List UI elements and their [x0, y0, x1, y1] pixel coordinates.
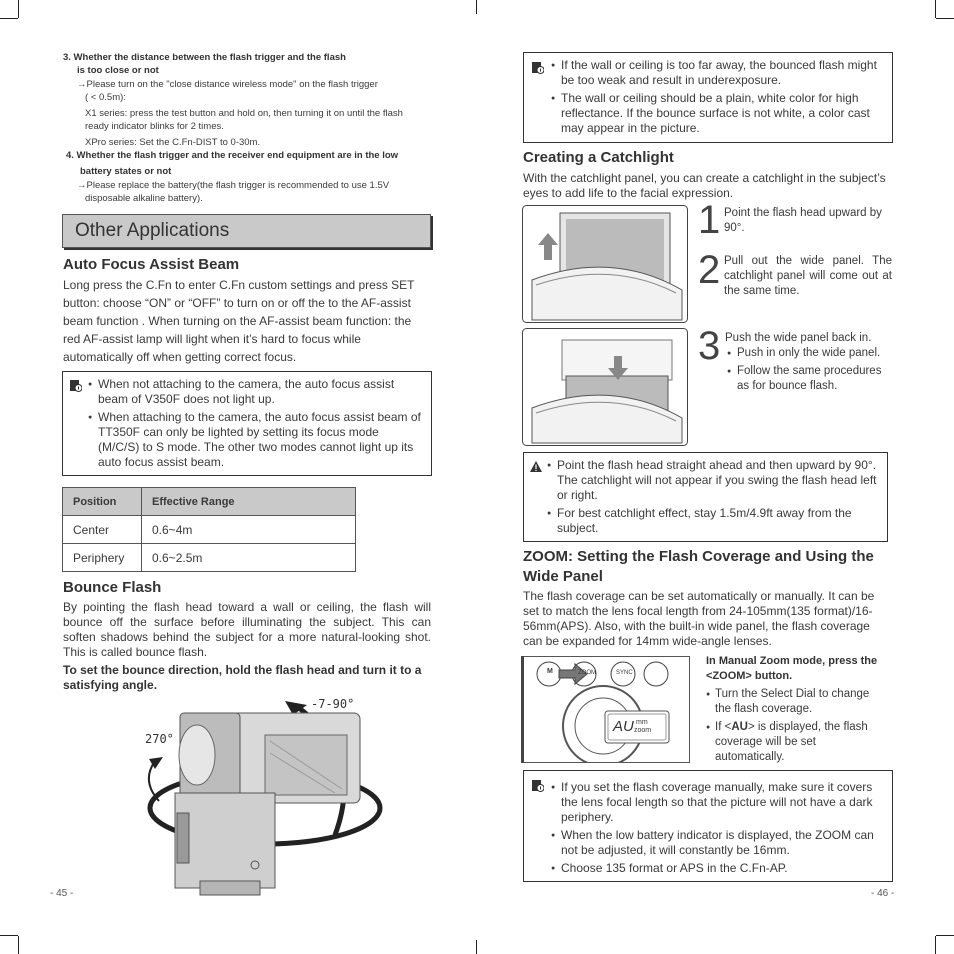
item3-title-line1: 3. Whether the distance between the flash trigger and the flash: [63, 52, 346, 63]
step3-text: Push the wide panel back in.: [725, 332, 872, 344]
bottom-note-1: ● If you set the flash coverage manually, make sure it covers the lens focal length so that the picture will not have a dark periphery.: [551, 780, 884, 825]
catchlight-body: With the catchlight panel, you can create a catchlight in the subject’s eyes to add life to the facial expression.: [523, 171, 886, 200]
af-title: Auto Focus Assist Beam: [63, 256, 240, 273]
item4-body: [77, 179, 437, 205]
top-note-box: [523, 52, 893, 143]
table-row: [63, 544, 356, 572]
zoom-bullet-text: > is displayed, the flash coverage will be set automatically.: [715, 721, 868, 763]
lcd-mm-text: mm: [636, 719, 648, 726]
bottom-note-3: ● Choose 135 format or APS in the C.Fn-AP.: [551, 861, 884, 876]
table-header-row: [63, 488, 356, 516]
af-note-1: ● When not attaching to the camera, the auto focus assist beam of V350F does not light up.: [88, 377, 423, 407]
item3-title-line2: is too close or not: [77, 65, 159, 76]
step3-number: 3: [698, 324, 721, 368]
crop-mark: [0, 935, 18, 936]
top-note-1: ● If the wall or ceiling is too far away, the bounced flash might be too weak and result in underexposure.: [551, 58, 884, 88]
item4-title-line1: 4. Whether the flash trigger and the receiver end equipment are in the low: [66, 150, 399, 161]
zoom-bullet-text: Turn the Select Dial to change the flash coverage.: [715, 688, 870, 715]
step2-number: 2: [698, 248, 721, 292]
zoom-button-label: ZOOM: [578, 670, 596, 676]
lcd-au-text: AU: [613, 718, 634, 735]
zoom-bullet-text: If <: [715, 721, 732, 733]
section-heading-bar: [62, 214, 431, 248]
zoom-bullet-au: AU: [731, 721, 748, 733]
step3-bullets: [727, 346, 892, 394]
table-cell: Periphery: [63, 544, 142, 572]
crop-mark: [18, 0, 19, 18]
catchlight-title: Creating a Catchlight: [523, 149, 674, 166]
warning-icon: [530, 461, 542, 473]
table-header-range: Effective Range: [142, 488, 356, 516]
crop-mark: [936, 935, 954, 936]
step3-bullet: ● Push in only the wide panel.: [727, 347, 881, 359]
item3-body: [77, 78, 437, 149]
af-note-box: [62, 371, 432, 476]
step3-bullet-text: Follow the same procedures as for bounce flash.: [737, 365, 882, 392]
crop-mark: [936, 18, 954, 19]
warning-box: [523, 452, 888, 542]
bounce-flash-illustration: [135, 693, 390, 905]
crop-mark: [476, 0, 477, 14]
step1-number: 1: [698, 198, 721, 242]
note-icon: [532, 62, 544, 74]
zoom-bullet: ● Turn the Select Dial to change the flash coverage.: [706, 688, 870, 715]
af-note-2: ● When attaching to the camera, the auto focus assist beam of TT350F can only be lighted by setting its focus mode (M/C/S) to S mode. The other two modes cannot light up its auto focus assist beam.: [88, 410, 423, 470]
section-title: Other Applications: [75, 220, 230, 241]
table-header-position: Position: [63, 488, 142, 516]
page-number-right: - 46 -: [871, 888, 895, 899]
item4-title: [66, 149, 436, 178]
page-number-left: - 45 -: [50, 888, 74, 899]
angle-horizontal-label: 270°: [145, 732, 174, 746]
item3-title: [63, 51, 433, 77]
crop-mark: [0, 18, 18, 19]
item3-line1: Please turn on the "close distance wireless mode" on the flash trigger: [86, 79, 378, 90]
table-cell: 0.6~4m: [142, 516, 356, 544]
item4-line2: disposable alkaline battery).: [85, 193, 203, 204]
sync-button-label: SYNC: [616, 670, 633, 676]
zoom-body: The flash coverage can be set automatically or manually. It can be set to match the lens focal length from 24-105mm(135 format)/16-56mm(APS). Also, with the built-in wide panel, the flash coverage can be expanded for 14mm wide-angle lenses.: [523, 589, 875, 648]
angle-vertical-label: -7-90°: [311, 697, 355, 711]
af-body: Long press the C.Fn to enter C.Fn custom settings and press SET button: choose “ON” or “OFF” to turn on or off the to the AF-assist beam function . When turning on the AF-assist beam function: the red AF-assist lamp will light when it’s hard to focus while automatically off when getting correct focus.: [63, 278, 415, 364]
warning-2: ● For best catchlight effect, stay 1.5m/4.9ft away from the subject.: [547, 506, 882, 536]
zoom-bullet: ● If <AU> is displayed, the flash coverage will be set automatically.: [706, 721, 868, 763]
bounce-title: Bounce Flash: [63, 579, 162, 596]
table-row: [63, 516, 356, 544]
zoom-title: ZOOM: Setting the Flash Coverage and Using the Wide Panel: [523, 548, 874, 585]
step3-bullet: ● Follow the same procedures as for bounce flash.: [727, 365, 882, 392]
item3-line2: ( < 0.5m):: [85, 92, 126, 103]
crop-mark: [18, 936, 19, 954]
lcd-zoom-text: zoom: [634, 727, 652, 734]
top-note-2: ● The wall or ceiling should be a plain, white color for high reflectance. If the bounce surface is not white, a color cast may appear in the picture.: [551, 91, 884, 136]
table-cell: Center: [63, 516, 142, 544]
zoom-bullets: [706, 687, 886, 765]
zoom-instruction: In Manual Zoom mode, press the <ZOOM> button.: [706, 655, 878, 682]
step3-bullet-text: Push in only the wide panel.: [737, 347, 881, 359]
table-cell: 0.6~2.5m: [142, 544, 356, 572]
bounce-instruction: To set the bounce direction, hold the flash head and turn it to a satisfying angle.: [63, 663, 422, 692]
catchlight-step3-image: [522, 328, 688, 446]
arrow-right-icon: →: [77, 180, 87, 191]
crop-mark: [935, 0, 936, 18]
bottom-note-2: ● When the low battery indicator is displayed, the ZOOM can not be adjusted, it will constantly be 16mm.: [551, 828, 884, 858]
note-icon: [70, 380, 82, 392]
warning-1: ● Point the flash head straight ahead and then upward by 90°. The catchlight will not appear if you swing the flash head left or right.: [547, 458, 882, 503]
crop-mark: [935, 936, 936, 954]
item3-line4: ready indicator blinks for 2 times.: [85, 121, 224, 132]
crop-mark: [476, 940, 477, 954]
bottom-note-box: [523, 770, 893, 882]
item4-title-line2: battery states or not: [80, 166, 172, 177]
bounce-body: By pointing the flash head toward a wall or ceiling, the flash will bounce off the surface before illuminating the subject. This can soften shadows behind the subject for a more natural-looking shot. This is called bounce flash.: [63, 600, 431, 659]
item3-line3: X1 series: press the test button and hold on, then turning it on until the flash: [85, 108, 403, 119]
catchlight-step1-image: [522, 205, 688, 323]
range-table: [62, 487, 356, 572]
step2-text: Pull out the wide panel. The catchlight panel will come out at the same time.: [724, 255, 892, 297]
arrow-right-icon: →: [77, 79, 87, 90]
m-button-label: M: [547, 668, 553, 675]
note-icon: [532, 780, 544, 792]
step1-text: Point the flash head upward by 90°.: [724, 207, 882, 234]
item3-line5: XPro series: Set the C.Fn-DIST to 0-30m.: [85, 137, 261, 148]
item4-line1: Please replace the battery(the flash trigger is recommended to use 1.5V: [86, 180, 390, 191]
